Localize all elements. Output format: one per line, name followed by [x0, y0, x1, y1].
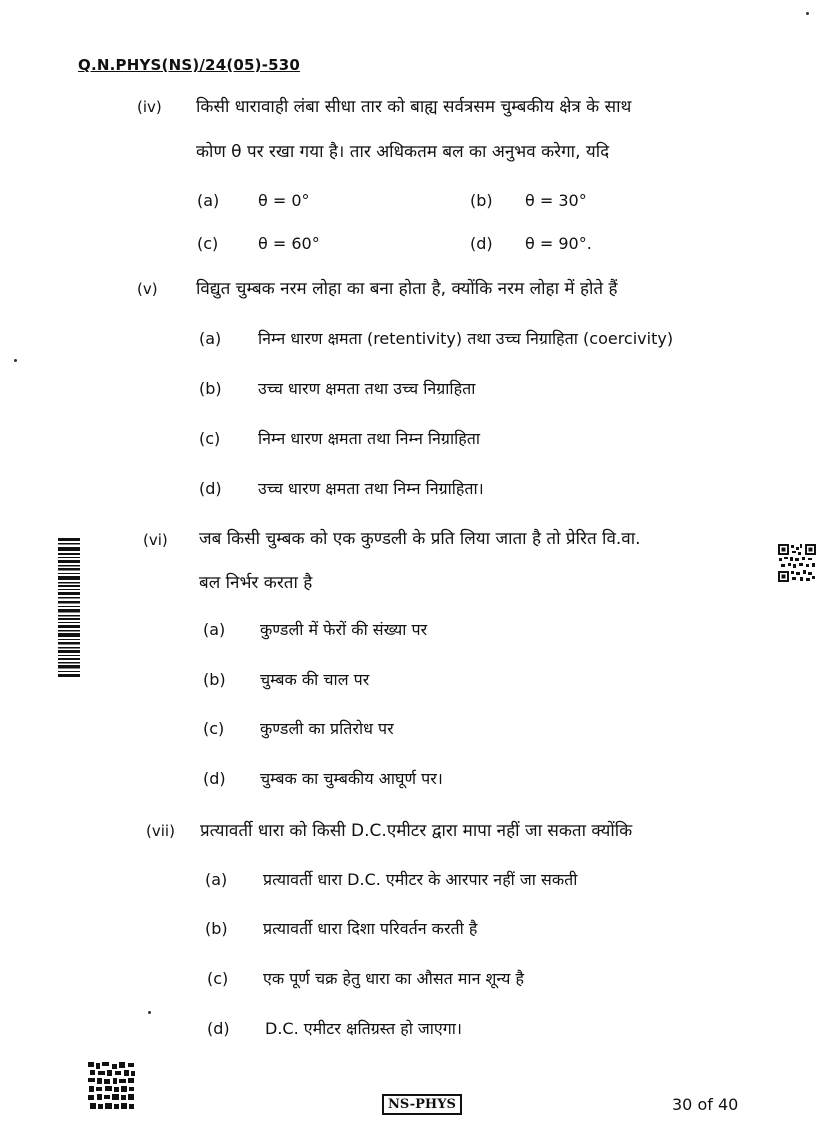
question-number: (vi)	[143, 531, 168, 549]
option-text: D.C. एमीटर क्षतिग्रस्त हो जाएगा।	[265, 1019, 463, 1038]
option-text: उच्च धारण क्षमता तथा उच्च निग्राहिता	[258, 379, 476, 398]
option-text: एक पूर्ण चक्र हेतु धारा का औसत मान शून्य है	[263, 969, 525, 988]
option-text: चुम्बक की चाल पर	[260, 670, 370, 689]
option-label: (d)	[470, 234, 493, 253]
option-label: (c)	[197, 234, 219, 253]
question-number: (vii)	[146, 822, 175, 840]
option-text: निम्न धारण क्षमता तथा निम्न निग्राहिता	[258, 429, 481, 448]
option-text: प्रत्यावर्ती धारा D.C. एमीटर के आरपार नहीं जा सकती	[263, 870, 578, 889]
question-text-line: प्रत्यावर्ती धारा को किसी D.C.एमीटर द्वारा मापा नहीं जा सकता क्योंकि	[200, 821, 633, 841]
paper-code-header: Q.N.PHYS(NS)/24(05)-530	[78, 56, 301, 74]
question-number: (v)	[137, 280, 158, 298]
option-text: उच्च धारण क्षमता तथा निम्न निग्राहिता।	[258, 479, 484, 498]
option-label: (b)	[470, 191, 493, 210]
option-label: (b)	[199, 379, 222, 398]
option-text: कुण्डली का प्रतिरोध पर	[260, 719, 394, 738]
option-label: (a)	[205, 870, 228, 889]
option-text: निम्न धारण क्षमता (retentivity) तथा उच्च निग्राहिता (coercivity)	[258, 329, 674, 348]
option-label: (c)	[199, 429, 221, 448]
option-label: (c)	[203, 719, 225, 738]
page-number: 30 of 40	[672, 1095, 739, 1114]
option-label: (d)	[203, 769, 226, 788]
barcode-icon	[58, 538, 82, 678]
option-label: (d)	[199, 479, 222, 498]
option-text: θ = 90°.	[525, 234, 592, 253]
stamp-pattern-icon	[88, 1062, 136, 1112]
question-number: (iv)	[137, 98, 162, 116]
option-label: (c)	[207, 969, 229, 988]
option-label: (b)	[203, 670, 226, 689]
option-label: (a)	[203, 620, 226, 639]
option-label: (b)	[205, 919, 228, 938]
question-text-line: बल निर्भर करता है	[199, 573, 313, 593]
option-text: कुण्डली में फेरों की संख्या पर	[260, 620, 428, 639]
option-label: (d)	[207, 1019, 230, 1038]
footer-subject-code: NS-PHYS	[382, 1094, 462, 1115]
qr-code-icon	[778, 544, 816, 582]
option-label: (a)	[199, 329, 222, 348]
option-text: चुम्बक का चुम्बकीय आघूर्ण पर।	[260, 769, 443, 788]
option-text: प्रत्यावर्ती धारा दिशा परिवर्तन करती है	[263, 919, 478, 938]
question-text-line: कोण θ पर रखा गया है। तार अधिकतम बल का अनुभव करेगा, यदि	[196, 142, 610, 162]
option-text: θ = 60°	[258, 234, 320, 253]
option-label: (a)	[197, 191, 220, 210]
option-text: θ = 0°	[258, 191, 310, 210]
question-text-line: जब किसी चुम्बक को एक कुण्डली के प्रति लिया जाता है तो प्रेरित वि.वा.	[199, 529, 641, 549]
scan-speck	[806, 12, 809, 15]
question-text-line: किसी धारावाही लंबा सीधा तार को बाह्य सर्वत्रसम चुम्बकीय क्षेत्र के साथ	[196, 97, 632, 117]
scan-speck	[148, 1011, 151, 1014]
question-text-line: विद्युत चुम्बक नरम लोहा का बना होता है, क्योंकि नरम लोहा में होते हैं	[196, 279, 618, 299]
scan-speck	[14, 359, 17, 362]
option-text: θ = 30°	[525, 191, 587, 210]
